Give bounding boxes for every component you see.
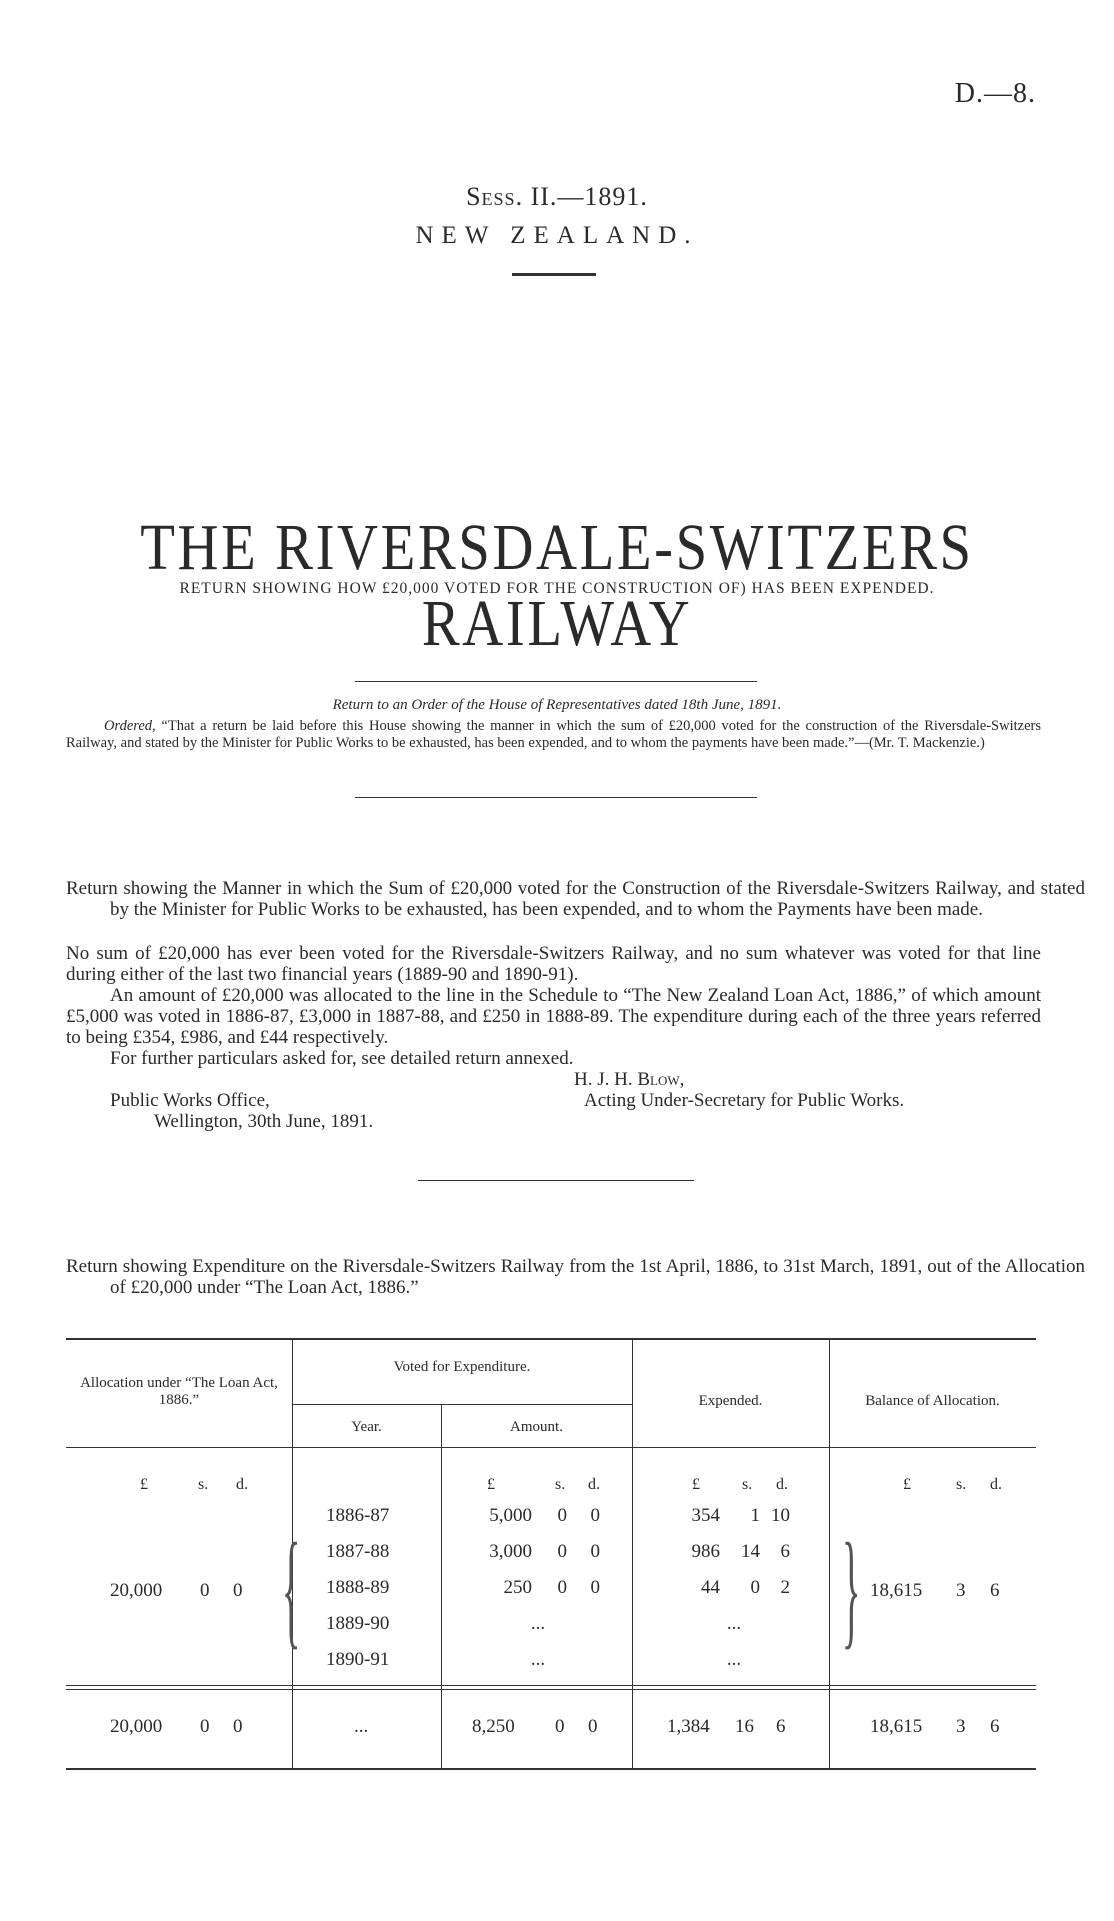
total-year: ... [354, 1716, 369, 1737]
row-expended-pence: 2 [780, 1577, 790, 1598]
row-expended-shillings: 0 [750, 1577, 760, 1598]
order-body: “That a return be laid before this House showing the manner in which the sum of £20,000 voted for the construction of the Riversdale-Switzers Railway, and stated by the Minister for Public Works to be exhausted, has been expended, and to whom the payments have been made.”—(Mr. T. Mackenzie.) [66, 718, 1041, 751]
unit-pence: d. [236, 1476, 248, 1493]
document-subtitle: RETURN SHOWING HOW £20,000 VOTED FOR THE CONSTRUCTION OF) HAS BEEN EXPENDED. [179, 580, 935, 597]
total-expended-pounds: 1,384 [667, 1716, 710, 1737]
place-date: Wellington, 30th June, 1891. [154, 1111, 374, 1132]
table-heading: Return showing Expenditure on the Riversdale-Switzers Railway from the 1st April, 1886, to 31st March, 1891, out of the Allocation of £20,000 under “The Loan Act, 1886.” [66, 1256, 1085, 1298]
page-code: D.—8. [954, 78, 1036, 109]
total-amount-pounds: 8,250 [472, 1716, 515, 1737]
unit-shilling: s. [742, 1476, 753, 1493]
row-amount-dots: ... [530, 1613, 546, 1634]
row-amount-pounds: 250 [503, 1577, 532, 1598]
section-rule [418, 1180, 694, 1181]
row-expended-pounds: 986 [691, 1541, 720, 1562]
total-amount-pence: 0 [588, 1716, 598, 1737]
right-brace: } [841, 1517, 861, 1661]
unit-pound: £ [140, 1476, 148, 1493]
row-expended-pounds: 354 [691, 1505, 720, 1526]
allocation-pence: 0 [233, 1580, 243, 1601]
return-heading: Return showing the Manner in which the Sum of £20,000 voted for the Construction of the Riversdale-Switzers Railway, and stated by the Minister for Public Works to be exhausted, has been expended, and to whom the Payments have been made. [66, 878, 1085, 920]
table-bottom-rule [66, 1768, 1036, 1770]
header-bottom-rule [66, 1447, 1036, 1448]
order-text [66, 718, 1041, 752]
order-rule-top [355, 681, 757, 682]
unit-pound: £ [692, 1476, 700, 1493]
left-brace: { [281, 1517, 301, 1661]
unit-shilling: s. [198, 1476, 209, 1493]
total-allocation-shillings: 0 [200, 1716, 210, 1737]
unit-shilling: s. [555, 1476, 566, 1493]
col-divider-2 [441, 1404, 442, 1770]
balance-pounds: 18,615 [870, 1580, 923, 1601]
country-line: NEW ZEALAND. [415, 222, 699, 249]
order-rule-bottom [355, 797, 757, 798]
order-lead: Ordered, [104, 718, 156, 734]
row-amount-shillings: 0 [557, 1505, 567, 1526]
totals-rule-1 [66, 1685, 1036, 1686]
total-expended-pence: 6 [776, 1716, 786, 1737]
row-expended-dots: ... [726, 1613, 742, 1634]
row-year: 1888-89 [326, 1577, 390, 1598]
signatory: H. J. H. Blow, [574, 1069, 685, 1090]
row-amount-pence: 0 [590, 1505, 600, 1526]
total-balance-pence: 6 [990, 1716, 1000, 1737]
unit-pence: d. [990, 1476, 1002, 1493]
total-balance-pounds: 18,615 [870, 1716, 923, 1737]
title-rule [512, 273, 596, 276]
voted-sub-rule [292, 1404, 632, 1405]
unit-pound: £ [903, 1476, 911, 1493]
row-year: 1887-88 [326, 1541, 390, 1562]
row-amount-shillings: 0 [557, 1541, 567, 1562]
balance-pence: 6 [990, 1580, 1000, 1601]
balance-shillings: 3 [956, 1580, 966, 1601]
total-allocation-pounds: 20,000 [110, 1716, 163, 1737]
row-amount-shillings: 0 [557, 1577, 567, 1598]
row-expended-pence: 6 [780, 1541, 790, 1562]
row-expended-pence: 10 [771, 1505, 790, 1526]
unit-pence: d. [776, 1476, 788, 1493]
paragraph-3: For further particulars asked for, see detailed return annexed. [110, 1048, 574, 1069]
allocation-pounds: 20,000 [110, 1580, 163, 1601]
row-expended-dots: ... [726, 1649, 742, 1670]
total-expended-shillings: 16 [735, 1716, 754, 1737]
row-amount-pence: 0 [590, 1577, 600, 1598]
header-allocation: Allocation under “The Loan Act, 1886.” [80, 1375, 278, 1408]
signatory-title: Acting Under-Secretary for Public Works. [584, 1090, 905, 1111]
row-amount-dots: ... [530, 1649, 546, 1670]
allocation-shillings: 0 [200, 1580, 210, 1601]
row-amount-pounds: 5,000 [489, 1505, 532, 1526]
row-amount-pounds: 3,000 [489, 1541, 532, 1562]
office: Public Works Office, [110, 1090, 270, 1111]
order-reference: Return to an Order of the House of Representatives dated 18th June, 1891. [332, 697, 782, 713]
header-voted: Voted for Expenditure. [393, 1359, 531, 1375]
header-balance: Balance of Allocation. [865, 1393, 1000, 1409]
row-expended-shillings: 1 [750, 1505, 760, 1526]
total-amount-shillings: 0 [555, 1716, 565, 1737]
row-expended-pounds: 44 [701, 1577, 720, 1598]
total-allocation-pence: 0 [233, 1716, 243, 1737]
unit-pound: £ [487, 1476, 495, 1493]
total-balance-shillings: 3 [956, 1716, 966, 1737]
paragraph-1: No sum of £20,000 has ever been voted for the Riversdale-Switzers Railway, and no sum whatever was voted for that line during either of the last two financial years (1889-90 and 1890-91). [66, 943, 1041, 985]
header-expended: Expended. [698, 1393, 763, 1409]
paragraph-2: An amount of £20,000 was allocated to the line in the Schedule to “The New Zealand Loan Act, 1886,” of which amount £5,000 was voted in 1886-87, £3,000 in 1887-88, and £250 in 1888-89. The expenditure during each of the three years referred to being £354, £986, and £44 respectively. [66, 985, 1041, 1048]
header-amount: Amount. [510, 1419, 563, 1435]
session-line: Sess. II.—1891. [466, 182, 648, 211]
table-top-rule [66, 1338, 1036, 1340]
row-year: 1889-90 [326, 1613, 390, 1634]
row-amount-pence: 0 [590, 1541, 600, 1562]
unit-pence: d. [588, 1476, 600, 1493]
unit-shilling: s. [956, 1476, 967, 1493]
document-title: THE RIVERSDALE-SWITZERS RAILWAY [140, 511, 974, 660]
totals-rule-2 [66, 1689, 1036, 1690]
row-expended-shillings: 14 [741, 1541, 760, 1562]
row-year: 1890-91 [326, 1649, 390, 1670]
row-year: 1886-87 [326, 1505, 390, 1526]
header-year: Year. [351, 1419, 382, 1435]
